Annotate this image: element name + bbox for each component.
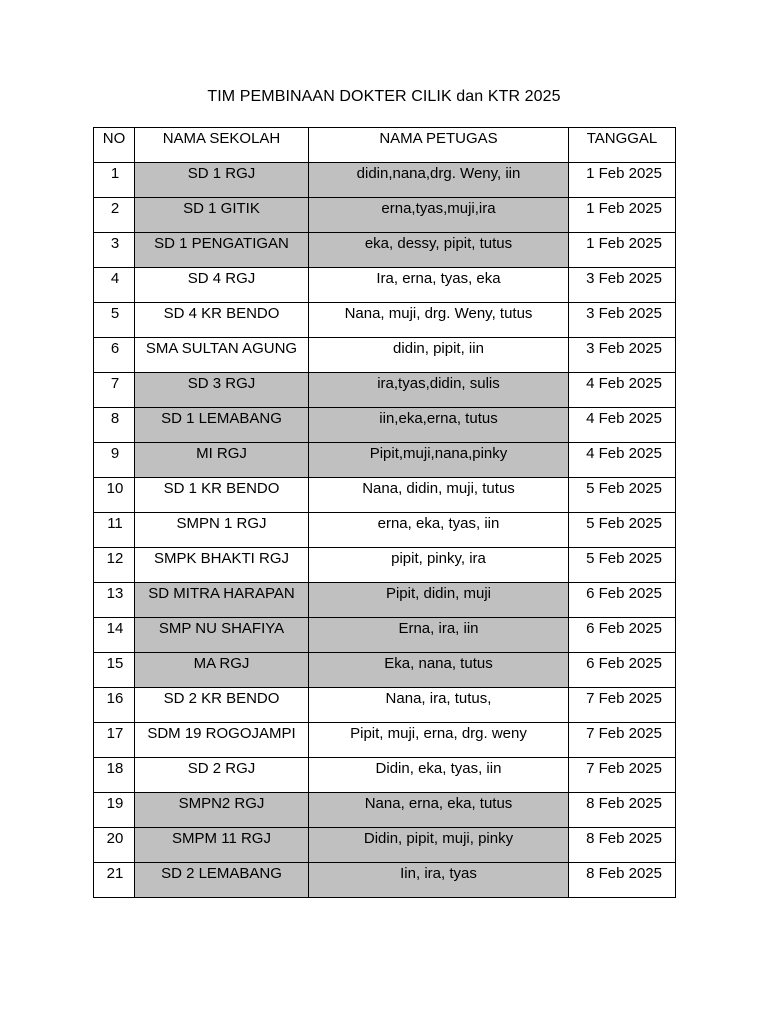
cell-school: SD 1 LEMABANG: [135, 408, 309, 443]
cell-school: SDM 19 ROGOJAMPI: [135, 723, 309, 758]
cell-staff: ira,tyas,didin, sulis: [309, 373, 569, 408]
cell-school: SMP NU SHAFIYA: [135, 618, 309, 653]
table-body: [94, 163, 676, 898]
cell-date: 3 Feb 2025: [569, 268, 676, 303]
cell-no: 12: [94, 548, 135, 583]
cell-date: 5 Feb 2025: [569, 513, 676, 548]
cell-staff: eka, dessy, pipit, tutus: [309, 233, 569, 268]
cell-date: 5 Feb 2025: [569, 548, 676, 583]
cell-date: 1 Feb 2025: [569, 163, 676, 198]
cell-date: 6 Feb 2025: [569, 618, 676, 653]
cell-no: 16: [94, 688, 135, 723]
cell-date: 4 Feb 2025: [569, 408, 676, 443]
cell-staff: Pipit,muji,nana,pinky: [309, 443, 569, 478]
cell-staff: Didin, eka, tyas, iin: [309, 758, 569, 793]
cell-school: SD 4 RGJ: [135, 268, 309, 303]
cell-date: 7 Feb 2025: [569, 688, 676, 723]
cell-staff: Didin, pipit, muji, pinky: [309, 828, 569, 863]
cell-school: SD 3 RGJ: [135, 373, 309, 408]
schedule-table: [93, 127, 676, 898]
table-row: [94, 373, 676, 408]
cell-date: 6 Feb 2025: [569, 653, 676, 688]
table-row: [94, 303, 676, 338]
cell-staff: Nana, ira, tutus,: [309, 688, 569, 723]
cell-staff: pipit, pinky, ira: [309, 548, 569, 583]
cell-no: 21: [94, 863, 135, 898]
cell-staff: erna, eka, tyas, iin: [309, 513, 569, 548]
cell-school: MA RGJ: [135, 653, 309, 688]
cell-staff: Nana, muji, drg. Weny, tutus: [309, 303, 569, 338]
cell-no: 11: [94, 513, 135, 548]
header-staff: NAMA PETUGAS: [309, 128, 569, 163]
header-date: TANGGAL: [569, 128, 676, 163]
table-row: [94, 338, 676, 373]
cell-no: 17: [94, 723, 135, 758]
table-row: [94, 198, 676, 233]
cell-staff: erna,tyas,muji,ira: [309, 198, 569, 233]
table-row: [94, 793, 676, 828]
cell-staff: Eka, nana, tutus: [309, 653, 569, 688]
cell-school: SMPK BHAKTI RGJ: [135, 548, 309, 583]
cell-no: 5: [94, 303, 135, 338]
cell-date: 4 Feb 2025: [569, 373, 676, 408]
cell-school: SD 4 KR BENDO: [135, 303, 309, 338]
table-row: [94, 268, 676, 303]
cell-staff: Nana, erna, eka, tutus: [309, 793, 569, 828]
cell-date: 7 Feb 2025: [569, 723, 676, 758]
cell-staff: Nana, didin, muji, tutus: [309, 478, 569, 513]
cell-school: SD 1 RGJ: [135, 163, 309, 198]
cell-school: SD 2 KR BENDO: [135, 688, 309, 723]
cell-date: 5 Feb 2025: [569, 478, 676, 513]
table-row: [94, 548, 676, 583]
cell-date: 6 Feb 2025: [569, 583, 676, 618]
cell-school: SD 1 GITIK: [135, 198, 309, 233]
cell-no: 15: [94, 653, 135, 688]
table-row: [94, 828, 676, 863]
cell-no: 19: [94, 793, 135, 828]
cell-no: 3: [94, 233, 135, 268]
table-row: [94, 408, 676, 443]
cell-date: 8 Feb 2025: [569, 863, 676, 898]
cell-staff: didin,nana,drg. Weny, iin: [309, 163, 569, 198]
table-row: [94, 653, 676, 688]
cell-date: 8 Feb 2025: [569, 793, 676, 828]
cell-date: 4 Feb 2025: [569, 443, 676, 478]
cell-no: 8: [94, 408, 135, 443]
header-no: NO: [94, 128, 135, 163]
cell-no: 14: [94, 618, 135, 653]
cell-staff: iin,eka,erna, tutus: [309, 408, 569, 443]
table-row: [94, 723, 676, 758]
table-row: [94, 233, 676, 268]
cell-school: SD 1 KR BENDO: [135, 478, 309, 513]
cell-school: SD 2 RGJ: [135, 758, 309, 793]
table-row: [94, 618, 676, 653]
cell-no: 7: [94, 373, 135, 408]
cell-date: 8 Feb 2025: [569, 828, 676, 863]
cell-date: 7 Feb 2025: [569, 758, 676, 793]
cell-no: 20: [94, 828, 135, 863]
document-title: TIM PEMBINAAN DOKTER CILIK dan KTR 2025: [207, 88, 561, 105]
header-school: NAMA SEKOLAH: [135, 128, 309, 163]
cell-staff: Iin, ira, tyas: [309, 863, 569, 898]
cell-date: 3 Feb 2025: [569, 338, 676, 373]
cell-school: SD MITRA HARAPAN: [135, 583, 309, 618]
cell-school: MI RGJ: [135, 443, 309, 478]
table-row: [94, 163, 676, 198]
cell-school: SMA SULTAN AGUNG: [135, 338, 309, 373]
table-row: [94, 863, 676, 898]
cell-no: 9: [94, 443, 135, 478]
cell-no: 2: [94, 198, 135, 233]
cell-no: 1: [94, 163, 135, 198]
table-header-row: [94, 128, 676, 163]
cell-school: SMPM 11 RGJ: [135, 828, 309, 863]
cell-staff: Ira, erna, tyas, eka: [309, 268, 569, 303]
cell-school: SMPN2 RGJ: [135, 793, 309, 828]
cell-staff: Pipit, didin, muji: [309, 583, 569, 618]
cell-staff: Erna, ira, iin: [309, 618, 569, 653]
cell-no: 10: [94, 478, 135, 513]
cell-date: 3 Feb 2025: [569, 303, 676, 338]
cell-staff: didin, pipit, iin: [309, 338, 569, 373]
table-row: [94, 583, 676, 618]
cell-no: 13: [94, 583, 135, 618]
cell-school: SD 1 PENGATIGAN: [135, 233, 309, 268]
cell-no: 4: [94, 268, 135, 303]
cell-no: 18: [94, 758, 135, 793]
cell-school: SMPN 1 RGJ: [135, 513, 309, 548]
cell-staff: Pipit, muji, erna, drg. weny: [309, 723, 569, 758]
cell-date: 1 Feb 2025: [569, 198, 676, 233]
table-row: [94, 443, 676, 478]
table-row: [94, 478, 676, 513]
cell-no: 6: [94, 338, 135, 373]
table-row: [94, 758, 676, 793]
table-row: [94, 688, 676, 723]
cell-school: SD 2 LEMABANG: [135, 863, 309, 898]
table-row: [94, 513, 676, 548]
cell-date: 1 Feb 2025: [569, 233, 676, 268]
